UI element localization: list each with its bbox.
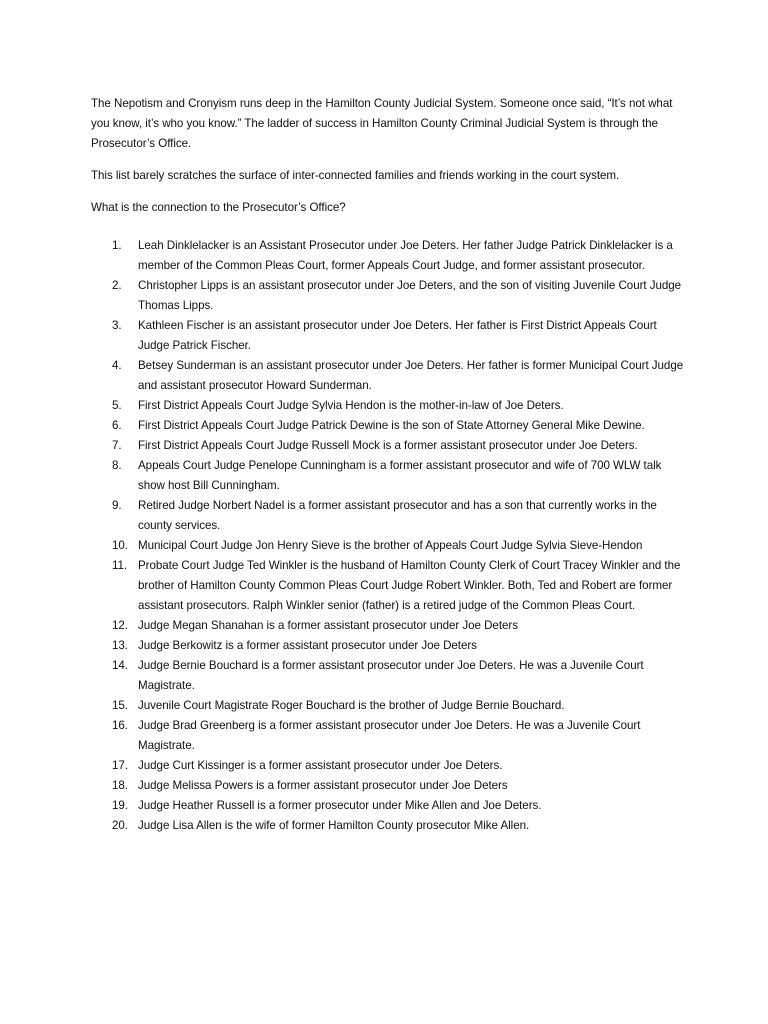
list-item-text: Juvenile Court Magistrate Roger Bouchard is the brother of Judge Bernie Bouchard. <box>138 699 565 712</box>
list-item-text: Retired Judge Norbert Nadel is a former assistant prosecutor and has a son that currently works in the county services. <box>138 499 657 532</box>
list-number: 1. <box>112 239 122 252</box>
list-number: 12. <box>112 619 128 632</box>
list-item-text: Kathleen Fischer is an assistant prosecutor under Joe Deters. Her father is First District Appeals Court Judge Patrick Fischer. <box>138 319 657 352</box>
list-item <box>91 556 691 616</box>
list-item-text: Judge Bernie Bouchard is a former assistant prosecutor under Joe Deters. He was a Juvenile Court Magistrate. <box>138 659 644 692</box>
list-item-text: Judge Megan Shanahan is a former assistant prosecutor under Joe Deters <box>138 619 518 632</box>
list-item <box>91 536 691 556</box>
list-number: 5. <box>112 399 122 412</box>
list-number: 9. <box>112 499 122 512</box>
list-item-text: Appeals Court Judge Penelope Cunningham is a former assistant prosecutor and wife of 700 WLW talk show host Bill Cunningham. <box>138 459 662 492</box>
list-item <box>91 416 691 436</box>
list-item <box>91 436 691 456</box>
document-page <box>91 94 691 836</box>
list-item-text: First District Appeals Court Judge Patrick Dewine is the son of State Attorney General Mike Dewine. <box>138 419 645 432</box>
list-item-text: Judge Berkowitz is a former assistant prosecutor under Joe Deters <box>138 639 477 652</box>
list-number: 3. <box>112 319 122 332</box>
list-item <box>91 816 691 836</box>
list-number: 4. <box>112 359 122 372</box>
list-number: 7. <box>112 439 122 452</box>
list-number: 8. <box>112 459 122 472</box>
list-number: 10. <box>112 539 128 552</box>
list-number: 14. <box>112 659 128 672</box>
list-item-text: First District Appeals Court Judge Sylvia Hendon is the mother-in-law of Joe Deters. <box>138 399 564 412</box>
list-number: 18. <box>112 779 128 792</box>
list-number: 15. <box>112 699 128 712</box>
list-item <box>91 776 691 796</box>
list-item <box>91 616 691 636</box>
list-number: 20. <box>112 819 128 832</box>
intro-paragraph: The Nepotism and Cronyism runs deep in the Hamilton County Judicial System. Someone once said, “It’s not what you know, it’s who you know.” The ladder of success in Hamilton County Criminal Judicial System is through the Prosecutor’s Office. <box>91 97 673 150</box>
list-item <box>91 756 691 776</box>
list-item-text: First District Appeals Court Judge Russell Mock is a former assistant prosecutor under Joe Deters. <box>138 439 638 452</box>
list-item <box>91 456 691 496</box>
question-paragraph: What is the connection to the Prosecutor’s Office? <box>91 201 346 214</box>
list-item-text: Judge Brad Greenberg is a former assistant prosecutor under Joe Deters. He was a Juvenile Court Magistrate. <box>138 719 641 752</box>
intro-paragraph: This list barely scratches the surface of inter-connected families and friends working in the court system. <box>91 169 620 182</box>
list-number: 11. <box>112 559 128 572</box>
list-item <box>91 636 691 656</box>
list-item-text: Judge Heather Russell is a former prosecutor under Mike Allen and Joe Deters. <box>138 799 542 812</box>
list-item <box>91 696 691 716</box>
list-item-text: Leah Dinklelacker is an Assistant Prosecutor under Joe Deters. Her father Judge Patrick Dinklelacker is a member of the Common Pleas Court, former Appeals Court Judge, and former assistant prosecutor. <box>138 239 673 272</box>
connections-list <box>91 236 691 836</box>
list-item <box>91 356 691 396</box>
list-item <box>91 496 691 536</box>
list-item <box>91 656 691 696</box>
list-item-text: Probate Court Judge Ted Winkler is the husband of Hamilton County Clerk of Court Tracey Winkler and the brother of Hamilton County Common Pleas Court Judge Robert Winkler. Both, Ted and Robert are former assistant prosecutors. Ralph Winkler senior (father) is a retired judge of the Common Pleas Court. <box>138 559 681 612</box>
list-item <box>91 236 691 276</box>
list-number: 16. <box>112 719 128 732</box>
list-item <box>91 316 691 356</box>
list-number: 19. <box>112 799 128 812</box>
list-item <box>91 716 691 756</box>
list-item-text: Judge Melissa Powers is a former assistant prosecutor under Joe Deters <box>138 779 508 792</box>
list-item <box>91 796 691 816</box>
list-number: 2. <box>112 279 122 292</box>
list-item <box>91 396 691 416</box>
list-item-text: Christopher Lipps is an assistant prosecutor under Joe Deters, and the son of visiting Juvenile Court Judge Thomas Lipps. <box>138 279 682 312</box>
list-number: 17. <box>112 759 128 772</box>
list-number: 13. <box>112 639 128 652</box>
list-item-text: Judge Lisa Allen is the wife of former Hamilton County prosecutor Mike Allen. <box>138 819 530 832</box>
list-item-text: Betsey Sunderman is an assistant prosecutor under Joe Deters. Her father is former Municipal Court Judge and assistant prosecutor Howard Sunderman. <box>138 359 684 392</box>
list-item-text: Municipal Court Judge Jon Henry Sieve is the brother of Appeals Court Judge Sylvia Sieve-Hendon <box>138 539 643 552</box>
list-item <box>91 276 691 316</box>
list-number: 6. <box>112 419 122 432</box>
list-item-text: Judge Curt Kissinger is a former assistant prosecutor under Joe Deters. <box>138 759 503 772</box>
